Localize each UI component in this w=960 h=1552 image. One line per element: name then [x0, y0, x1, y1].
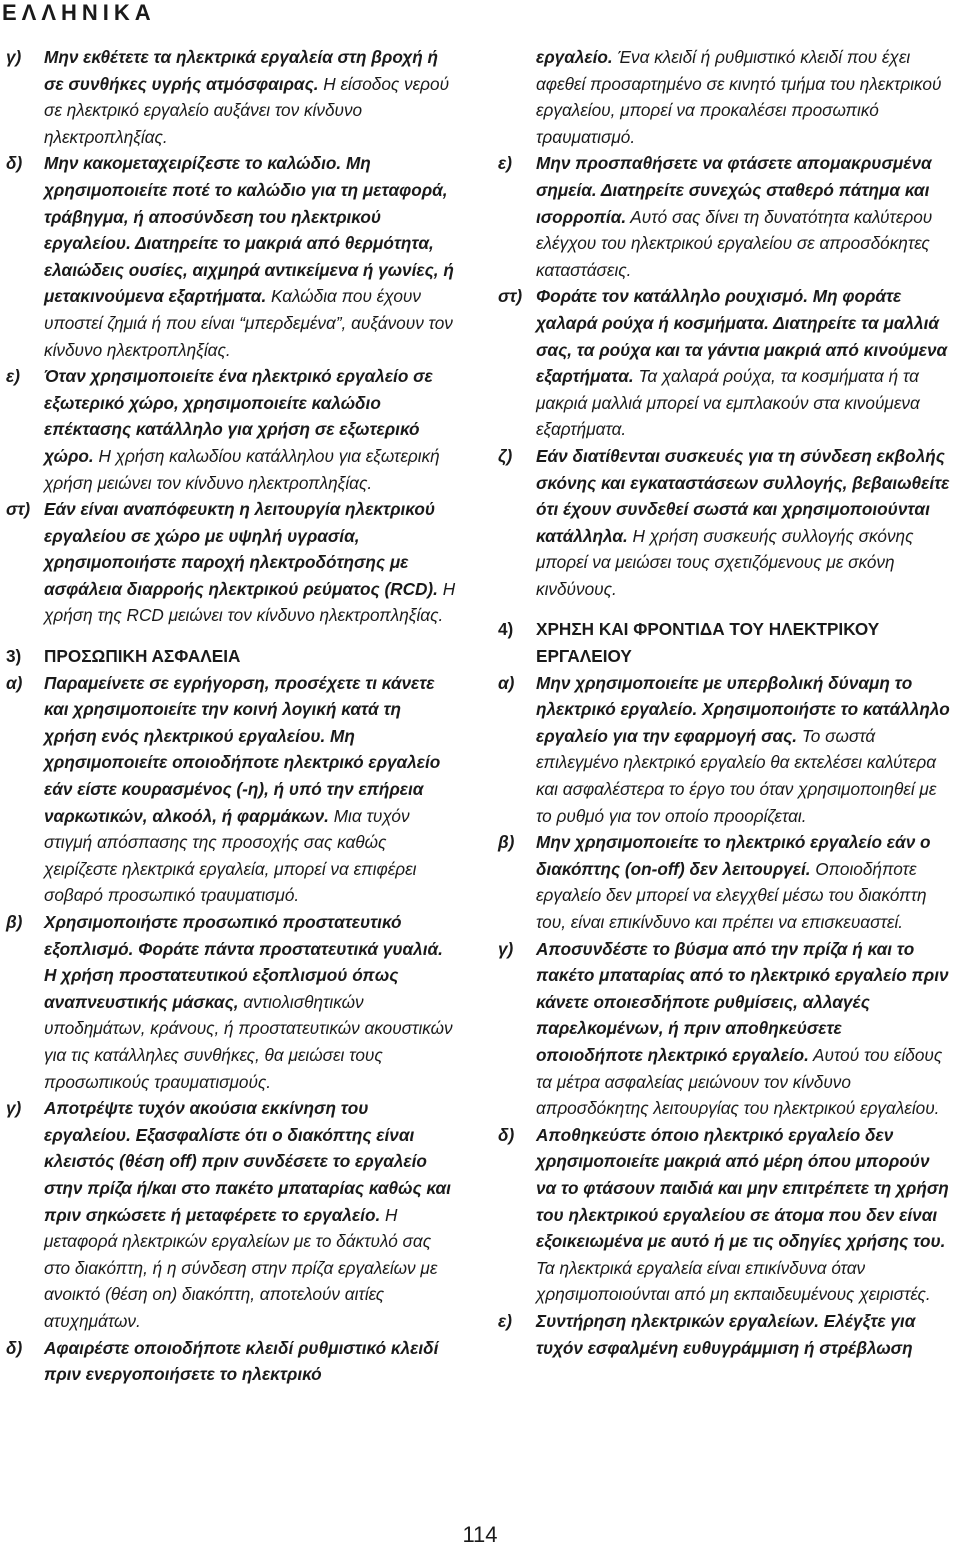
item-bold-text: εργαλείο. [536, 47, 613, 67]
instruction-item [6, 1095, 458, 1334]
item-bold-text: Συντήρηση ηλεκτρικών εργαλείων. Ελέγξτε για τυχόν εσφαλμένη ευθυγράμμιση ή στρέβλωση [536, 1310, 916, 1358]
item-text: Τα ηλεκτρικά εργαλεία είναι επικίνδυνα όταν χρησιμοποιούνται από μη εκπαιδευμένους χειριστές. [536, 1257, 931, 1305]
item-text: Η μεταφορά ηλεκτρικών εργαλείων με το δάκτυλό σας στο διακόπτη, ή η σύνδεση στην πρίζα εργαλείων με ανοικτό (θέση on) διακόπτη, αποτελούν αιτίες ατυχημάτων. [44, 1204, 438, 1331]
item-bold-text: Όταν χρησιμοποιείτε ένα ηλεκτρικό εργαλείο σε εξωτερικό χώρο, χρησιμοποιείτε καλώδιο επέκτασης κατάλληλο για χρήση σε εξωτερικό χώρο. [44, 366, 433, 466]
item-label: ε) [498, 153, 512, 174]
item-text: Οποιοδήποτε εργαλείο δεν μπορεί να ελεγχθεί μέσω του διακόπτη του, είναι επικίνδυνο και πρέπει να επισκευαστεί. [536, 858, 927, 932]
item-text: Μια τυχόν στιγμή απόσπασης της προσοχής σας καθώς χειρίζεστε ηλεκτρικά εργαλεία, μπορεί να επιφέρει σοβαρό προσωπικό τραυματισμό. [44, 805, 417, 906]
language-header: ΕΛΛΗΝΙΚΑ [2, 0, 156, 25]
item-label: γ) [6, 47, 22, 67]
item-bold-text: Αφαιρέστε οποιοδήποτε κλειδί ρυθμιστικό κλειδί πριν ενεργοποιήσετε το ηλεκτρικό [44, 1337, 439, 1385]
instruction-item [498, 829, 950, 935]
instruction-item [498, 1308, 950, 1361]
instruction-item [498, 443, 950, 603]
instruction-item [498, 1122, 950, 1308]
instruction-item [6, 909, 458, 1095]
section-number: 3) [6, 646, 22, 667]
item-bold-text: Μην εκθέτετε τα ηλεκτρικά εργαλεία στη βροχή ή σε συνθήκες υγρής ατμόσφαιρας. [44, 47, 439, 94]
item-text: Η είσοδος νερού σε ηλεκτρικό εργαλείο αυξάνει τον κίνδυνο ηλεκτροπληξίας. [44, 73, 450, 147]
item-text: Καλώδια που έχουν υποστεί ζημιά ή που είναι “μπερδεμένα”, αυξάνουν τον κίνδυνο ηλεκτροπληξίας. [44, 286, 453, 360]
right-column [498, 44, 950, 1361]
instruction-item [498, 936, 950, 1122]
item-label: ε) [6, 366, 20, 387]
instruction-item [6, 670, 458, 909]
instruction-item [6, 1335, 458, 1388]
item-text: Ένα κλειδί ή ρυθμιστικό κλειδί που έχει αφεθεί προσαρτημένο σε κινητό τμήμα του ηλεκτρικού εργαλείου, μπορεί να προκαλέσει προσωπικό τραυματισμό. [536, 47, 942, 147]
item-label: ζ) [498, 445, 513, 466]
instruction-item [6, 496, 458, 629]
item-text: Η χρήση καλωδίου κατάλληλου για εξωτερική χρήση μειώνει τον κίνδυνο ηλεκτροπληξίας. [44, 445, 440, 493]
item-bold-text: Αποθηκεύστε όποιο ηλεκτρικό εργαλείο δεν χρησιμοποιείτε μακριά από μέρη όπου μπορούν να το φτάσουν παιδιά και μην επιτρέπετε τη χρήση του ηλεκτρικού εργαλείου σε άτομα που δεν είναι εξοικειωμένα με αυτό ή με τις οδηγίες χρήσης του. [536, 1124, 949, 1252]
item-label: ε) [498, 1310, 512, 1331]
section-number: 4) [498, 619, 514, 640]
instruction-item [498, 670, 950, 830]
section-heading [498, 616, 950, 669]
section-heading [6, 643, 458, 670]
item-bold-text: Μην προσπαθήσετε να φτάσετε απομακρυσμένα σημεία. Διατηρείτε συνεχώς σταθερό πάτημα και ισορροπία. [536, 153, 932, 227]
item-bold-text: Μην κακομεταχειρίζεστε το καλώδιο. Μη χρησιμοποιείτε ποτέ το καλώδιο για τη μεταφορά, τράβηγμα, ή αποσύνδεση του ηλεκτρικού εργαλείου. Διατηρείτε το μακριά από θερμότητα, ελαιώδεις ουσίες, αιχμηρά αντικείμενα ή γωνίες, ή μετακινούμενα εξαρτήματα. [44, 153, 454, 307]
item-label: α) [498, 672, 515, 693]
item-text: αντιολισθητικών υποδημάτων, κράνους, ή προστατευτικών ακουστικών για τις κατάλληλες συνθήκες, θα μειώσει τους προσωπικούς τραυματισμούς. [44, 991, 453, 1092]
item-bold-text: Αποσυνδέστε το βύσμα από την πρίζα ή και το πακέτο μπαταρίας από το ηλεκτρικό εργαλείο πριν κάνετε οποιεσδήποτε ρυθμίσεις, αλλαγές παρελκομένων, ή πριν αποθηκεύσετε οποιοδήποτε ηλεκτρικό εργαλείο. [536, 938, 949, 1065]
item-label: α) [6, 672, 23, 693]
item-label: β) [498, 832, 515, 853]
instruction-item-continued [498, 44, 950, 150]
instruction-item [6, 44, 458, 150]
item-bold-text: Φοράτε τον κατάλληλο ρουχισμό. Μη φοράτε χαλαρά ρούχα ή κοσμήματα. Διατηρείτε τα μαλλιά σας, τα ρούχα και τα γάντια μακριά από κινούμενα εξαρτήματα. [536, 286, 948, 387]
instruction-item [6, 363, 458, 496]
item-label: γ) [498, 938, 514, 959]
instruction-item [498, 283, 950, 443]
item-bold-text: Παραμείνετε σε εγρήγορση, προσέχετε τι κάνετε και χρησιμοποιείτε την κοινή λογική κατά τη χρήση ενός ηλεκτρικού εργαλείου. Μη χρησιμοποιείτε οποιοδήποτε ηλεκτρικό εργαλείο εάν είστε κουρασμένος (-η), ή υπό την επήρεια ναρκωτικών, αλκοόλ, ή φαρμάκων. [44, 672, 441, 826]
item-bold-text: Αποτρέψτε τυχόν ακούσια εκκίνηση του εργαλείου. Εξασφαλίστε ότι ο διακόπτης είναι κλειστός (θέση off) πριν συνδέσετε το εργαλείο στην πρίζα ή/και στο πακέτο μπαταρίας καθώς και πριν σηκώσετε ή μεταφέρετε το εργαλείο. [44, 1098, 451, 1225]
section-title: ΠΡΟΣΩΠΙΚΗ ΑΣΦΑΛΕΙΑ [44, 646, 241, 667]
item-bold-text: Μην χρησιμοποιείτε το ηλεκτρικό εργαλείο εάν ο διακόπτης (on-off) δεν λειτουργεί. [536, 832, 931, 879]
item-bold-text: Χρησιμοποιήστε προσωπικό προστατευτικό εξοπλισμό. Φοράτε πάντα προστατευτικά γυαλιά. Η χρήση προστατευτικού εξοπλισμού όπως αναπνευστικής μάσκας, [44, 912, 443, 1012]
page-number: 114 [462, 1522, 498, 1547]
item-label: β) [6, 912, 23, 932]
item-text: Τα χαλαρά ρούχα, τα κοσμήματα ή τα μακριά μαλλιά μπορεί να εμπλακούν στα κινούμενα εξαρτήματα. [536, 366, 920, 440]
instruction-item [6, 150, 458, 363]
instruction-item [498, 150, 950, 283]
item-label: δ) [6, 153, 23, 174]
item-label: δ) [498, 1124, 515, 1145]
item-bold-text: Μην χρησιμοποιείτε με υπερβολική δύναμη το ηλεκτρικό εργαλείο. Χρησιμοποιήστε το κατάλληλο εργαλείο για την εφαρμογή σας. [536, 672, 950, 746]
item-label: δ) [6, 1337, 23, 1358]
item-label: στ) [6, 499, 31, 520]
left-column [6, 44, 458, 1388]
item-text: Αυτό σας δίνει τη δυνατότητα καλύτερου ελέγχου του ηλεκτρικού εργαλείου σε απροσδόκητες καταστάσεις. [536, 206, 933, 280]
section-title: ΧΡΗΣΗ ΚΑΙ ΦΡΟΝΤΙΔΑ ΤΟΥ ΗΛΕΚΤΡΙΚΟΥ ΕΡΓΑΛΕΙΟΥ [536, 619, 880, 667]
item-bold-text: Εάν είναι αναπόφευκτη η λειτουργία ηλεκτρικού εργαλείου σε χώρο με υψηλή υγρασία, χρησιμοποιήστε παροχή ηλεκτροδότησης με ασφάλεια διαρροής ηλεκτρικού ρεύματος (RCD). [44, 499, 438, 599]
item-text: Αυτού του είδους τα μέτρα ασφαλείας μειώνουν τον κίνδυνο απροσδόκητης λειτουργίας του ηλεκτρικού εργαλείου. [536, 1044, 943, 1119]
item-text: Το σωστά επιλεγμένο ηλεκτρικό εργαλείο θα εκτελέσει καλύτερα και ασφαλέστερα το έργο του όταν χρησιμοποιηθεί με το ρυθμό για τον οποίο προορίζεται. [536, 725, 937, 826]
item-bold-text: Εάν διατίθενται συσκευές για τη σύνδεση εκβολής σκόνης και εγκαταστάσεων συλλογής, βεβαιωθείτε ότι έχουν συνδεθεί σωστά και χρησιμοποιούνται κατάλληλα. [536, 445, 950, 546]
item-text: Η χρήση της RCD μειώνει τον κίνδυνο ηλεκτροπληξίας. [44, 578, 456, 626]
item-label: στ) [498, 286, 523, 307]
item-text: Η χρήση συσκευής συλλογής σκόνης μπορεί να μειώσει τους σχετιζόμενους με σκόνη κινδύνους. [536, 525, 914, 599]
item-label: γ) [6, 1098, 22, 1119]
